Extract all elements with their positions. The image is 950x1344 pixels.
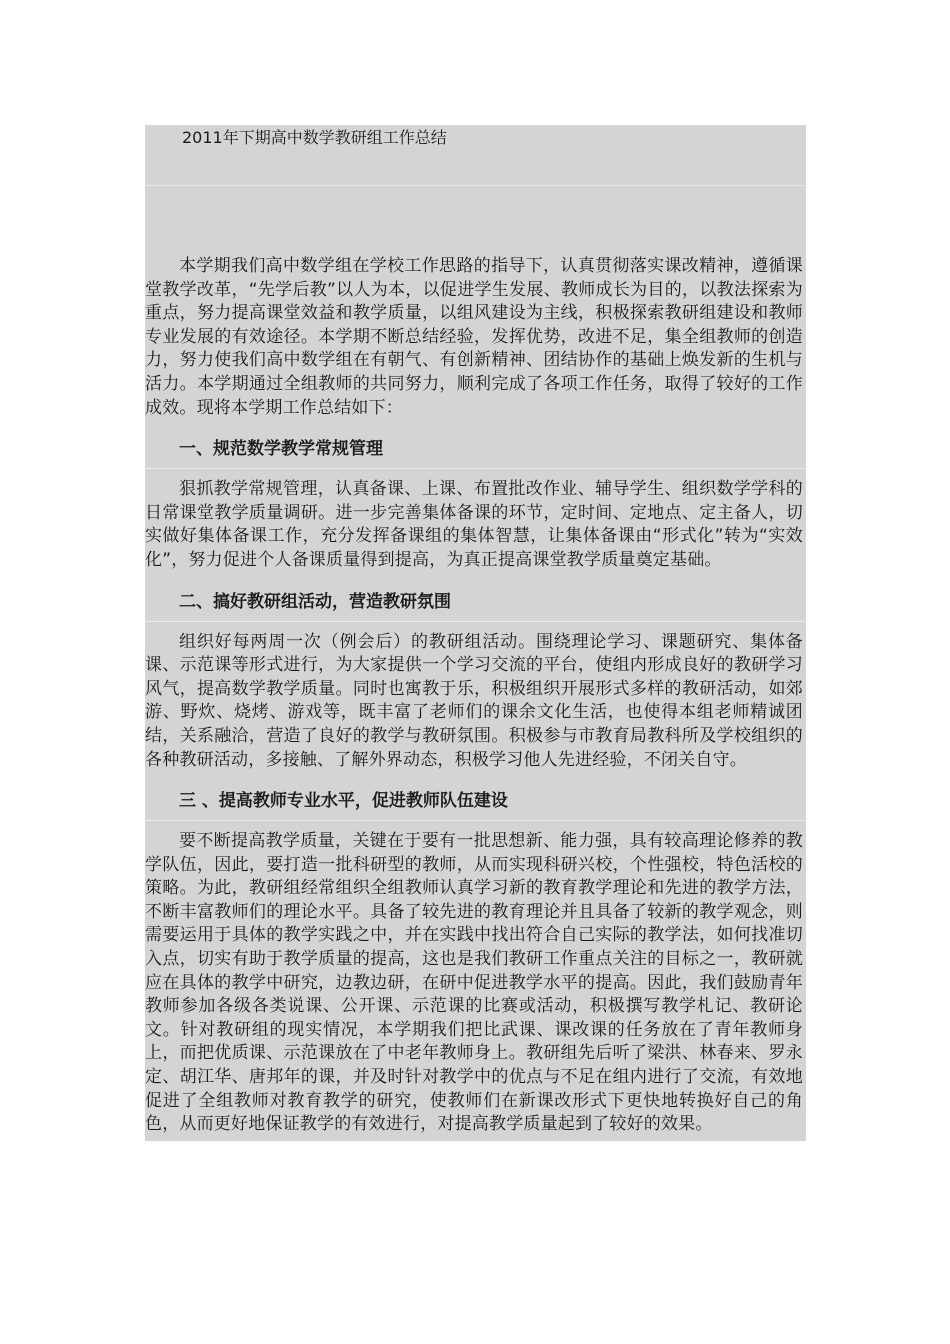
section-body-2: 组织好每两周一次（例会后）的教研组活动。围绕理论学习、课题研究、集体备课、示范课等形式进行，为大家提供一个学习交流的平台，使组内形成良好的教研学习风气，提高数学教学质量。同时也寓教于乐，积极组织开展形式多样的教研活动，如郊游、野炊、烧烤、游戏等，既丰富了老师们的课余文化生活，也使得本组老师精诚团结，关系融洽，营造了良好的教学与教研氛围。积极参与市教育局教科所及学校组织的各种教研活动，多接触、了解外界动态，积极学习他人先进经验，不闭关自守。 bbox=[145, 631, 803, 770]
title-spacer bbox=[145, 186, 806, 255]
document-content bbox=[145, 125, 806, 1141]
section-heading-2: 二、搞好教研组活动，营造教研氛围 bbox=[179, 591, 451, 612]
section-body-1: 狠抓教学常规管理，认真备课、上课、布置批改作业、辅导学生、组织数学学科的日常课堂教学质量调研。进一步完善集体备课的环节，定时间、定地点、定主备人，切实做好集体备课工作，充分发挥备课组的集体智慧，让集体备课由“形式化”转为“实效化”，努力促进个人备课质量得到提高，为真正提高课堂教学质量奠定基础。 bbox=[145, 479, 803, 570]
section-body-3: 要不断提高教学质量，关键在于要有一批思想新、能力强，具有较高理论修养的教学队伍，因此，要打造一批科研型的教师，从而实现科研兴校，个性强校，特色活校的策略。为此，教研组经常组织全组教师认真学习新的教育教学理论和先进的教学方法，不断丰富教师们的理论水平。具备了较先进的教育理论并且具备了较新的教学观念，则需要运用于具体的教学实践之中，并在实践中找出符合自己实际的教学法，如何找准切入点，切实有助于教学质量的提高，这也是我们教研工作重点关注的目标之一，教研就应在具体的教学中研究，边教边研，在研中促进教学水平的提高。因此，我们鼓励青年教师参加各级各类说课、公开课、示范课的比赛或活动，积极撰写教学札记、教研论文。针对教研组的现实情况，本学期我们把比武课、课改课的任务放在了青年教师身上，而把优质课、示范课放在了中老年教师身上。教研组先后听了梁洪、林春来、罗永定、胡江华、唐邦年的课，并及时针对教学中的优点与不足在组内进行了交流，有效地促进了全组教师对教育教学的研究，使教师们在新课改形式下更快地转换好自己的角色，从而更好地保证教学的有效进行，对提高教学质量起到了较好的效果。 bbox=[145, 831, 803, 1135]
intro-paragraph: 本学期我们高中数学组在学校工作思路的指导下，认真贯彻落实课改精神，遵循课堂教学改革，“先学后教”以人为本，以促进学生发展、教师成长为目的，以教法探索为重点，努力提高课堂效益和教学质量，以组风建设为主线，积极探索教研组建设和教师专业发展的有效途径。本学期不断总结经验，发挥优势，改进不足，集全组教师的创造力，努力使我们高中数学组在有朝气、有创新精神、团结协作的基础上焕发新的生机与活力。本学期通过全组教师的共同努力，顺利完成了各项工作任务，取得了较好的工作成效。现将本学期工作总结如下： bbox=[145, 256, 803, 418]
section-heading-3: 三 、提高教师专业水平，促进教师队伍建设 bbox=[179, 791, 508, 812]
document-title: 2011年下期高中数学教研组工作总结 bbox=[145, 125, 806, 186]
section-heading-1: 一、规范数学教学常规管理 bbox=[179, 439, 383, 460]
